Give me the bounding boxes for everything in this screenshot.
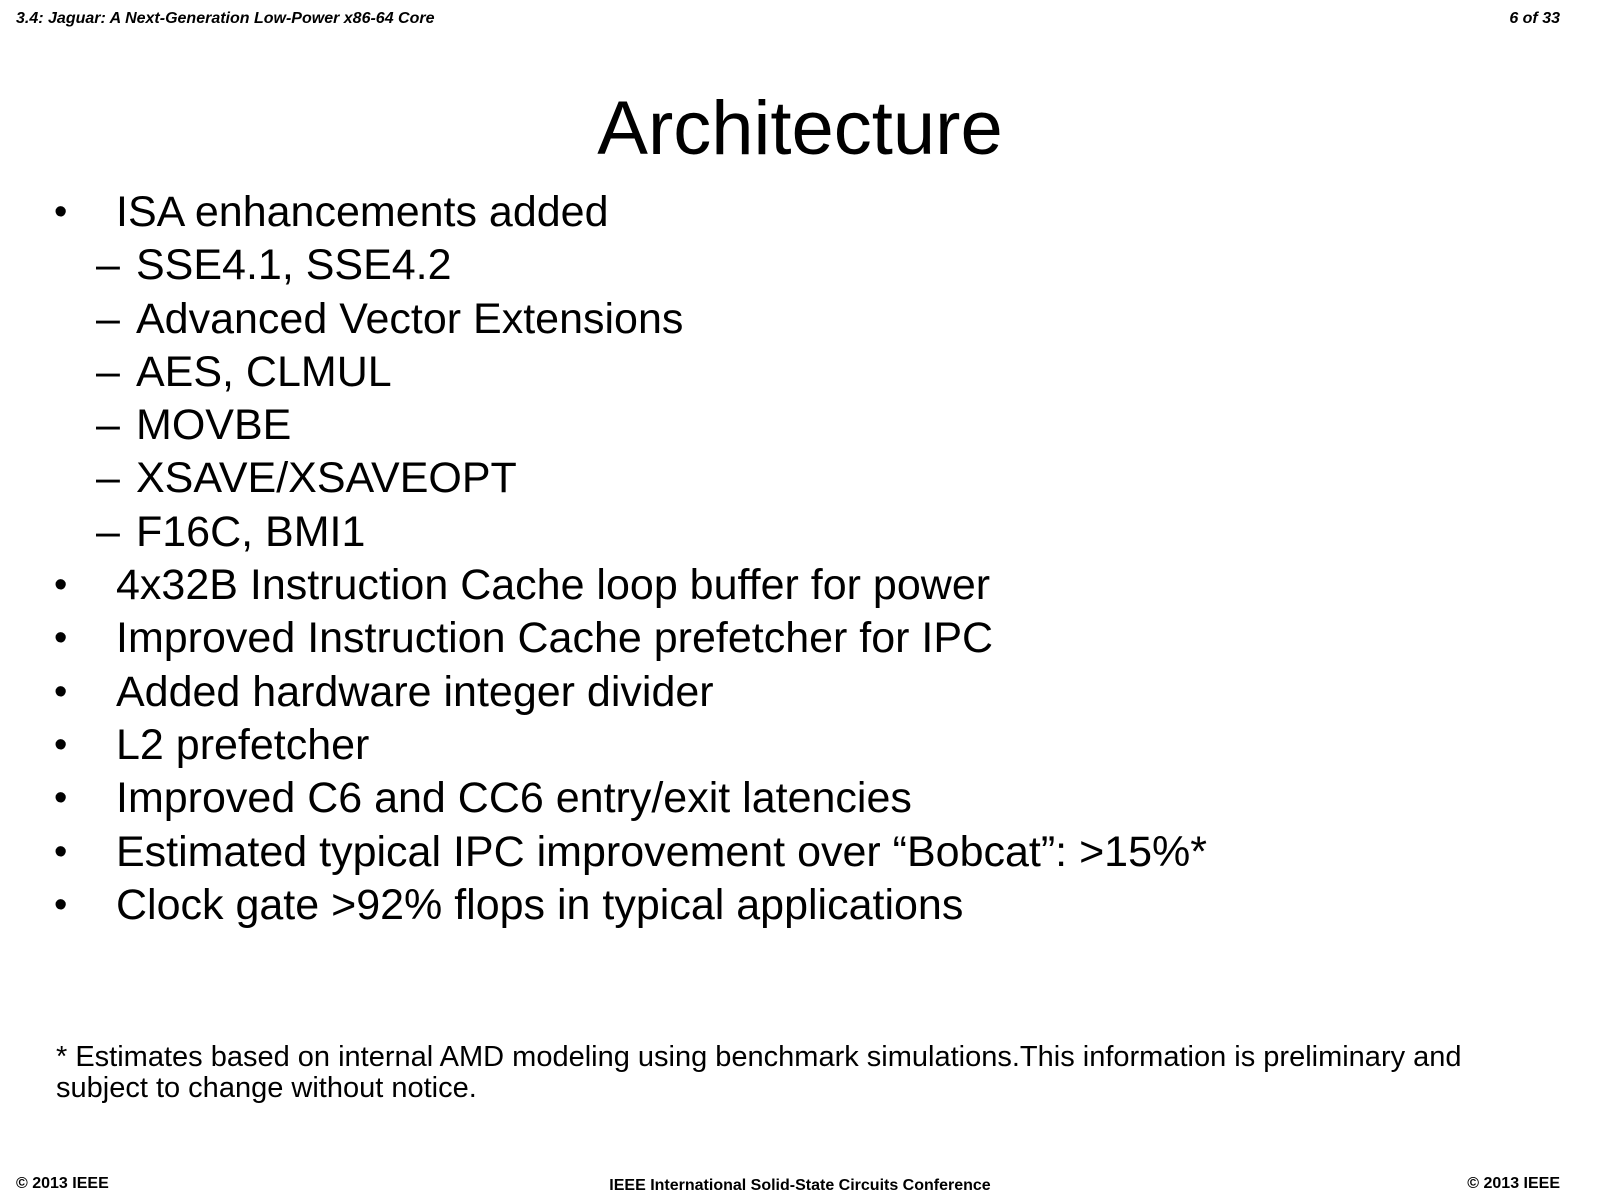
bullet-marker: • (54, 617, 68, 660)
session-title: 3.4: Jaguar: A Next-Generation Low-Power x86-64 Core (16, 10, 435, 27)
bullet-item (0, 612, 1600, 665)
footer-conference: IEEE International Solid-State Circuits Conference (609, 1177, 991, 1194)
sub-bullet-text: MOVBE (136, 401, 292, 450)
bullet-marker: • (54, 564, 68, 607)
bullet-item (0, 772, 1600, 825)
sub-bullet-item (0, 506, 1600, 559)
slide-title: Architecture (597, 86, 1003, 171)
bullet-item (0, 826, 1600, 879)
bullet-item (0, 879, 1600, 932)
footnote (56, 1042, 1596, 1104)
bullet-text: Clock gate >92% flops in typical applications (116, 880, 964, 929)
bullet-text: Improved Instruction Cache prefetcher for IPC (116, 614, 994, 663)
sub-bullet-item (0, 346, 1600, 399)
bullet-text: Added hardware integer divider (116, 667, 714, 716)
sub-bullet-marker: – (96, 241, 120, 290)
bullet-marker: • (54, 883, 68, 926)
bullet-item (0, 666, 1600, 719)
bullet-list (0, 186, 1600, 932)
bullet-item (0, 186, 1600, 239)
sub-bullet-item (0, 239, 1600, 292)
bullet-marker: • (54, 777, 68, 820)
sub-bullet-marker: – (96, 347, 120, 396)
bullet-item (0, 559, 1600, 612)
bullet-marker: • (54, 830, 68, 873)
footnote-line-1: * Estimates based on internal AMD modeling using benchmark simulations.This information is preliminary and (56, 1041, 1462, 1073)
bullet-item (0, 719, 1600, 772)
bullet-text: Improved C6 and CC6 entry/exit latencies (116, 774, 912, 823)
bullet-text: L2 prefetcher (116, 720, 370, 769)
sub-bullet-text: XSAVE/XSAVEOPT (136, 454, 517, 503)
sub-bullet-marker: – (96, 401, 120, 450)
bullet-text: Estimated typical IPC improvement over “Bobcat”: >15%* (116, 827, 1207, 876)
sub-bullet-text: AES, CLMUL (136, 347, 392, 396)
bullet-text: 4x32B Instruction Cache loop buffer for power (116, 561, 991, 610)
footer-copyright-left: © 2013 IEEE (16, 1175, 109, 1192)
sub-bullet-item (0, 399, 1600, 452)
page-number: 6 of 33 (1509, 10, 1560, 27)
footer-copyright-right: © 2013 IEEE (1467, 1175, 1560, 1192)
footnote-line-2: subject to change without notice. (56, 1072, 477, 1104)
sub-bullet-item (0, 293, 1600, 346)
sub-bullet-text: SSE4.1, SSE4.2 (136, 241, 452, 290)
sub-bullet-text: Advanced Vector Extensions (136, 294, 684, 343)
sub-bullet-text: F16C, BMI1 (136, 507, 366, 556)
sub-bullet-item (0, 452, 1600, 505)
sub-bullet-marker: – (96, 507, 120, 556)
bullet-marker: • (54, 723, 68, 766)
bullet-marker: • (54, 670, 68, 713)
sub-bullet-marker: – (96, 454, 120, 503)
bullet-marker: • (54, 191, 68, 233)
sub-bullet-marker: – (96, 294, 120, 343)
bullet-text: ISA enhancements added (116, 188, 609, 236)
